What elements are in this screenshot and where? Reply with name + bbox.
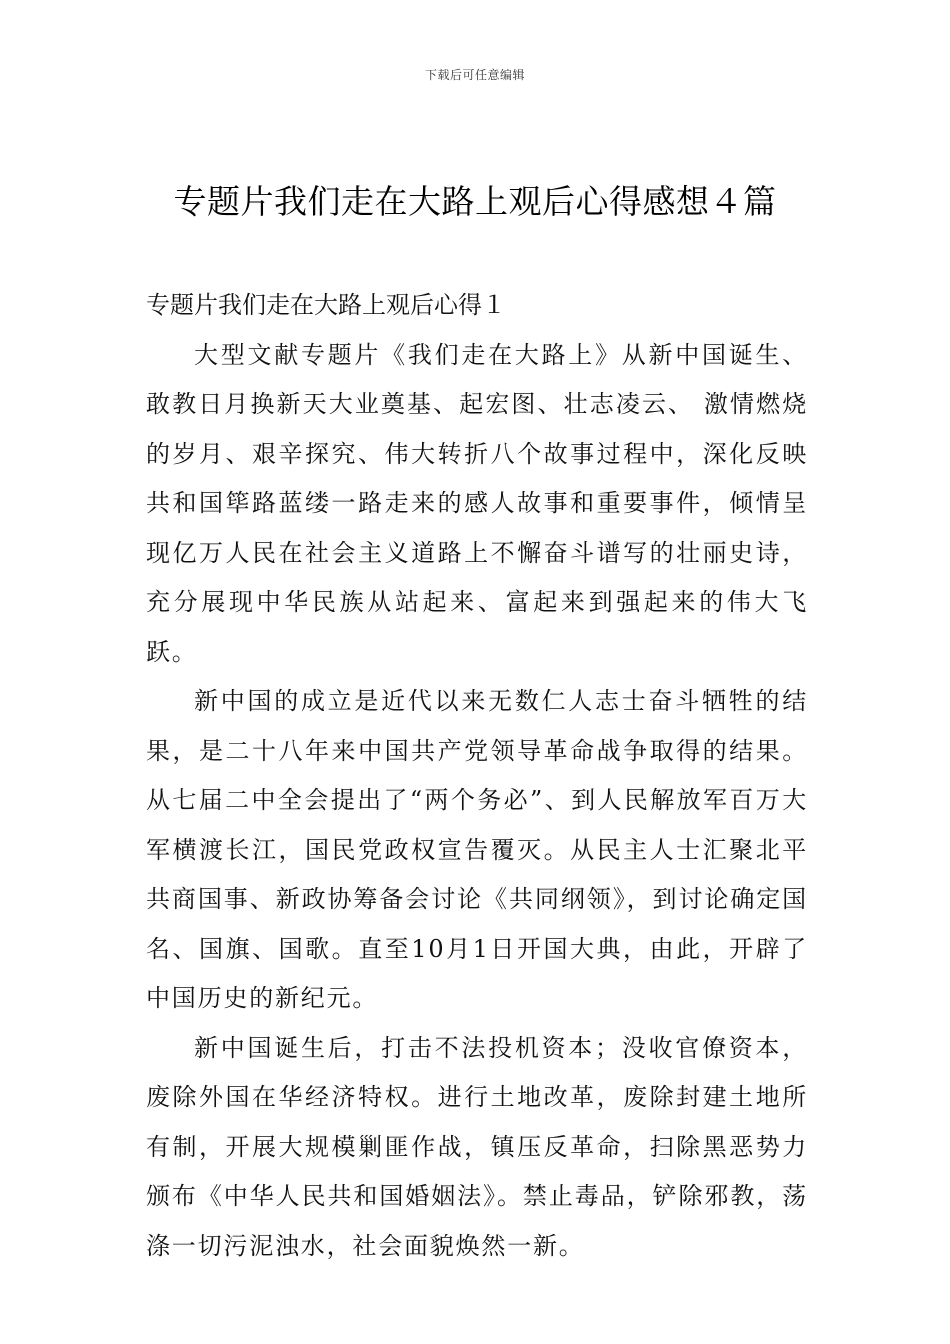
body-paragraph: 新中国的成立是近代以来无数仁人志士奋斗牺牲的结果，是二十八年来中国共产党领导革命战争取得的结果。从七届二中全会提出了“两个务必”、到人民解放军百万大军横渡长江，国民党政权宣告覆灭。从民主人士汇聚北平共商国事、新政协筹备会讨论《共同纲领》，到讨论确定国名、国旗、国歌。直至10月1日开国大典，由此，开辟了中国历史的新纪元。: [146, 687, 808, 1012]
document-title: 专题片我们走在大路上观后心得感想４篇: [173, 182, 777, 221]
body-paragraph: 新中国诞生后，打击不法投机资本；没收官僚资本，废除外国在华经济特权。进行土地改革，废除封建土地所有制，开展大规模剿匪作战，镇压反革命，扫除黑恶势力颁布《中华人民共和国婚姻法》。禁止毒品，铲除邪教，荡涤一切污泥浊水，社会面貌焕然一新。: [146, 1033, 808, 1260]
document-body: [146, 281, 808, 1271]
body-paragraph: 大型文献专题片《我们走在大路上》从新中国诞生、敢教日月换新天大业奠基、起宏图、壮志凌云、 激情燃烧的岁月、艰辛探究、伟大转折八个故事过程中，深化反映共和国筚路蓝缕一路走来的感人故事和重要事件，倾情呈现亿万人民在社会主义道路上不懈奋斗谱写的壮丽史诗，充分展现中华民族从站起来、富起来到强起来的伟大飞跃。: [146, 340, 808, 666]
section-heading: 专题片我们走在大路上观后心得１: [146, 291, 506, 319]
header-note: 下载后可任意编辑: [424, 68, 525, 82]
